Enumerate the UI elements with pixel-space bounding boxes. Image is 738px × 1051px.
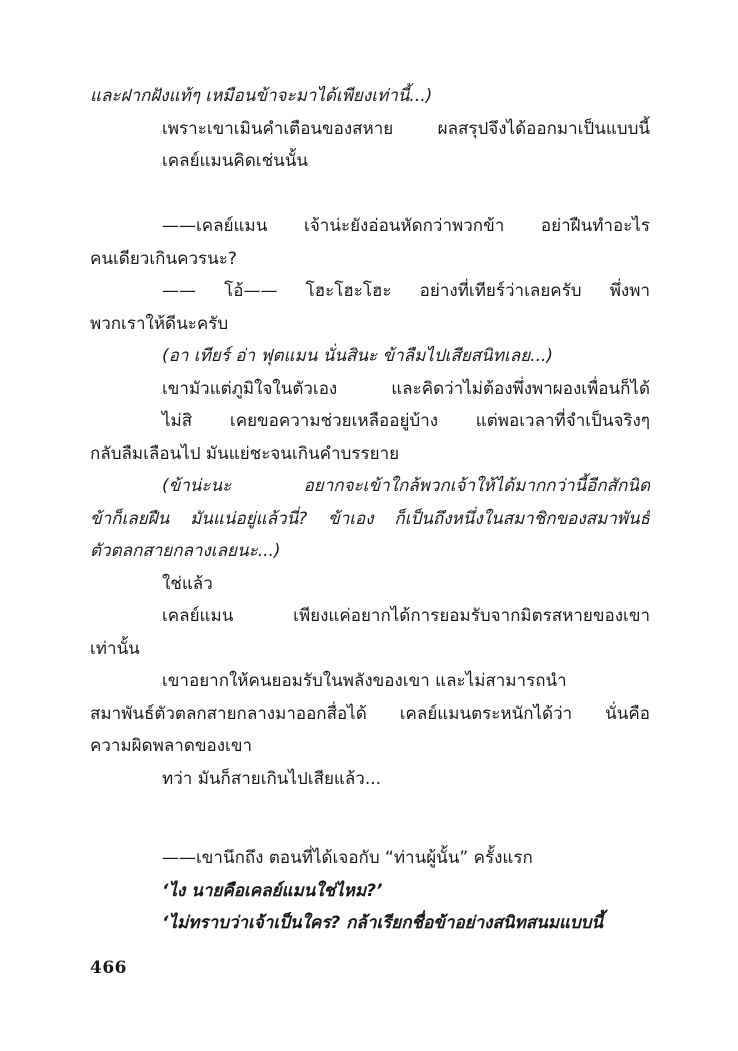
- text-line: ——เคลย์แมน เจ้าน่ะยังอ่อนหัดกว่าพวกข้า อย่าฝืนทำอะไร: [162, 216, 650, 236]
- paragraph: [90, 210, 650, 795]
- text-line: ตัวตลกสายกลางเลยนะ...): [90, 541, 281, 561]
- text-line: ข้าก็เลยฝืน มันแน่อยู่แล้วนี่? ข้าเอง ก็เป็นถึงหนึ่งในสมาชิกของสมาพันธ์: [90, 508, 650, 529]
- text-line: สมาพันธ์ตัวตลกสายกลางมาออกสื่อได้ เคลย์แมนตระหนักได้ว่า นั่นคือ: [90, 703, 650, 724]
- text-line: เขาอยากให้คนยอมรับในพลังของเขา และไม่สามารถนำ: [162, 671, 567, 691]
- text-line: คนเดียวเกินควรนะ?: [90, 248, 237, 269]
- paragraph: [90, 842, 650, 940]
- text-line: (ข้าน่ะนะ อยากจะเข้าใกล้พวกเจ้าให้ได้มากกว่านี้อีกสักนิด: [162, 476, 650, 496]
- text-line: ——เขานึกถึง ตอนที่ได้เจอกับ “ท่านผู้นั้น” ครั้งแรก: [162, 848, 533, 868]
- page-number: 466: [90, 958, 127, 978]
- text-line: และฝากฝังแท้ๆ เหมือนข้าจะมาได้เพียงเท่านี้...): [90, 86, 433, 106]
- paragraph: [90, 80, 650, 178]
- text-line: ‘ไง นายคือเคลย์แมนใช่ไหม?’: [162, 880, 383, 901]
- text-line: ใช่แล้ว: [162, 573, 213, 594]
- text-line: เท่านั้น: [90, 638, 140, 659]
- text-line: เพราะเขาเมินคำเตือนของสหาย ผลสรุปจึงได้ออกมาเป็นแบบนี้: [162, 118, 650, 139]
- text-line: ไม่สิ เคยขอความช่วยเหลืออยู่บ้าง แต่พอเวลาที่จำเป็นจริงๆ: [162, 411, 650, 431]
- text-line: พวกเราให้ดีนะครับ: [90, 313, 229, 334]
- text-line: เขามัวแต่ภูมิใจในตัวเอง และคิดว่าไม่ต้องพึ่งพาผองเพื่อนก็ได้: [162, 378, 650, 399]
- text-line: ทว่า มันก็สายเกินไปเสียแล้ว...: [162, 768, 382, 789]
- text-line: เคลย์แมนคิดเช่นนั้น: [162, 151, 308, 171]
- text-line: กลับลืมเลือนไป มันแย่ชะจนเกินคำบรรยาย: [90, 443, 400, 464]
- text-line: เคลย์แมน เพียงแค่อยากได้การยอมรับจากมิตรสหายของเขา: [162, 606, 650, 626]
- text-line: —— โอ้—— โฮะโฮะโฮะ อย่างที่เทียร์ว่าเลยครับ พึ่งพา: [162, 281, 650, 301]
- text-line: (อา เทียร์ อ่า ฟุตแมน นั่นสินะ ข้าลืมไปเสียสนิทเลย...): [162, 346, 554, 366]
- text-line: ความผิดพลาดของเขา: [90, 736, 252, 756]
- text-line: ‘ไม่ทราบว่าเจ้าเป็นใคร? กล้าเรียกชื่อข้าอย่างสนิทสนมแบบนี้: [162, 913, 604, 933]
